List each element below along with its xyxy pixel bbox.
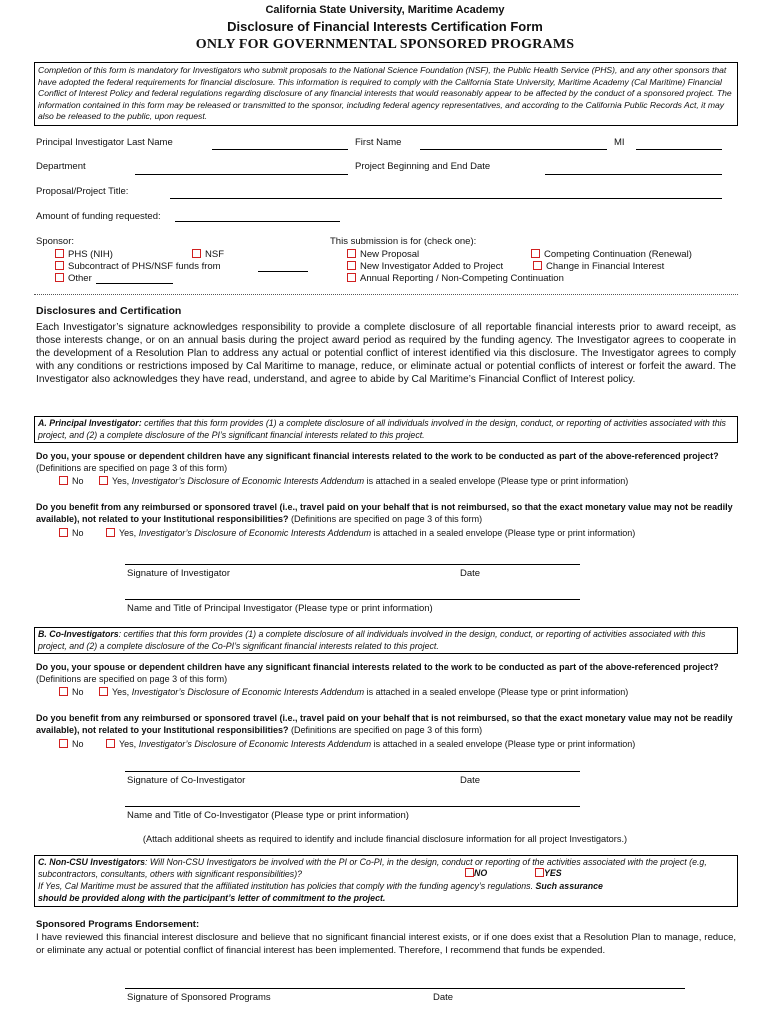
sponsor-subcontract-option[interactable]: Subcontract of PHS/NSF funds from (55, 261, 221, 272)
section-b-lead: B. Co-Investigators (38, 629, 119, 639)
pi-name-title-line[interactable] (125, 599, 580, 600)
investigator-signature-label: Signature of Investigator (127, 568, 230, 579)
annual-reporting-checkbox[interactable] (347, 273, 356, 282)
annual-reporting-option[interactable]: Annual Reporting / Non-Competing Continuation (347, 273, 564, 284)
sponsored-programs-signature-line[interactable] (125, 988, 685, 989)
mi-label: MI (614, 137, 625, 148)
nsf-checkbox[interactable] (192, 249, 201, 258)
attach-note: (Attach additional sheets as required to identify and include financial disclosure information for all project Investigators.) (142, 834, 628, 844)
c-yes-option[interactable]: YES (535, 868, 562, 880)
sponsored-programs-date-label: Date (433, 992, 454, 1003)
funding-label: Amount of funding requested: (36, 211, 161, 222)
project-dates-field[interactable] (545, 174, 722, 175)
mi-field[interactable] (636, 149, 722, 150)
subcontract-field[interactable] (258, 271, 308, 272)
a-q2-no-checkbox[interactable] (59, 528, 68, 537)
b-q2-no-option[interactable]: No (59, 739, 84, 750)
section-c-lead: C. Non-CSU Investigators (38, 857, 146, 867)
co-investigator-signature-line[interactable] (125, 771, 580, 772)
c-no-option[interactable]: NO (465, 868, 487, 880)
a-q2-yes-checkbox[interactable] (106, 528, 115, 537)
a-q1-yes-checkbox[interactable] (99, 476, 108, 485)
investigator-date-label: Date (460, 568, 481, 579)
section-a-q1: Do you, your spouse or dependent children have any significant financial interests related to the work to be conducted as part of the above-referenced project? (Definitions are specified on page 3 of this form) (36, 451, 719, 473)
b-q1-yes-option[interactable]: Yes, Investigator’s Disclosure of Economic Interests Addendum is attached in a sealed envelope (Please type or print information) (99, 687, 628, 698)
competing-continuation-checkbox[interactable] (531, 249, 540, 258)
funding-field[interactable] (175, 221, 340, 222)
co-investigator-name-label: Name and Title of Co-Investigator (Please type or print information) (127, 810, 409, 821)
new-investigator-checkbox[interactable] (347, 261, 356, 270)
other-field[interactable] (96, 283, 173, 284)
org-name: California State University, Maritime Academy (265, 4, 505, 16)
section-c-box: C. Non-CSU Investigators: Will Non-CSU Investigators be involved with the PI or Co-PI, in the design, conduct or reporting of the activities associated with the project (e.g, subcontractors, consultants, others with significant responsibilities)? NO YES If Yes, Cal Maritime must be assured that the affiliated institution has policies that comply with the funding agency’s regulations. Such assurance should be provided along with the participant’s letter of commitment to the project. (34, 855, 738, 907)
section-b-box: B. Co-Investigators: certifies that this form provides (1) a complete disclosure of all individuals involved in the design, conduct, or reporting of activities associated with this project, and (2) a complete disclosure of the Co-PI’s significant financial interests related to this project. (34, 627, 738, 654)
a-q1-yes-option[interactable]: Yes, Investigator’s Disclosure of Economic Interests Addendum is attached in a sealed envelope (Please type or print information) (99, 476, 628, 487)
change-financial-interest-option[interactable]: Change in Financial Interest (533, 261, 664, 272)
department-field[interactable] (135, 174, 348, 175)
section-a-box: A. Principal Investigator: certifies that this form provides (1) a complete disclosure of all individuals involved in the design, conduct, or reporting of activities associated with this project, and (2) a complete disclosure of the PI’s significant financial interests related to this project. (34, 416, 738, 443)
sponsor-nsf-option[interactable]: NSF (192, 249, 224, 260)
co-investigator-name-line[interactable] (125, 806, 580, 807)
endorsement-title: Sponsored Programs Endorsement: (36, 919, 200, 930)
co-investigator-signature-label: Signature of Co-Investigator (127, 775, 246, 786)
section-a-q2: Do you benefit from any reimbursed or sponsored travel (i.e., travel paid on your behalf that is not reimbursed, so that the exact monetary value may not be readily available), not related to your Institutional responsibilities? (Definitions are specified on page 3 of this form) (36, 502, 733, 524)
sponsor-phs-option[interactable]: PHS (NIH) (55, 249, 113, 260)
section-b-q1: Do you, your spouse or dependent children have any significant financial interests related to the work to be conducted as part of the above-referenced project? (Definitions are specified on page 3 of this form) (36, 662, 719, 684)
sponsor-other-option[interactable]: Other (55, 273, 92, 284)
change-financial-interest-checkbox[interactable] (533, 261, 542, 270)
pi-last-name-field[interactable] (212, 149, 348, 150)
a-q1-no-checkbox[interactable] (59, 476, 68, 485)
c-no-checkbox[interactable] (465, 868, 474, 877)
b-q1-no-checkbox[interactable] (59, 687, 68, 696)
section-c-assurance: should be provided along with the participant’s letter of commitment to the project. (38, 893, 386, 903)
divider (34, 294, 738, 295)
disclosures-title: Disclosures and Certification (36, 305, 182, 317)
submission-label: This submission is for (check one): (330, 236, 477, 247)
section-a-lead: A. Principal Investigator: (38, 418, 142, 428)
project-title-field[interactable] (170, 198, 722, 199)
new-proposal-checkbox[interactable] (347, 249, 356, 258)
first-name-label: First Name (355, 137, 402, 148)
new-proposal-option[interactable]: New Proposal (347, 249, 419, 260)
c-yes-checkbox[interactable] (535, 868, 544, 877)
department-label: Department (36, 161, 86, 172)
a-q1-no-option[interactable]: No (59, 476, 84, 487)
form-subtitle: ONLY FOR GOVERNMENTAL SPONSORED PROGRAMS (195, 37, 575, 52)
b-q1-yes-checkbox[interactable] (99, 687, 108, 696)
other-checkbox[interactable] (55, 273, 64, 282)
endorsement-body: I have reviewed this financial interest disclosure and believe that no significant financial interest exists, or if one does exist that a Resolution Plan to manage, reduce, or eliminate any actual or potential conflict of financial interest has been implemented. Therefore, I recommend that funds be expended. (36, 932, 736, 956)
b-q2-yes-checkbox[interactable] (106, 739, 115, 748)
competing-continuation-option[interactable]: Competing Continuation (Renewal) (531, 249, 692, 260)
a-q2-yes-option[interactable]: Yes, Investigator’s Disclosure of Economic Interests Addendum is attached in a sealed envelope (Please type or print information) (106, 528, 635, 539)
new-investigator-option[interactable]: New Investigator Added to Project (347, 261, 503, 272)
project-title-label: Proposal/Project Title: (36, 186, 129, 197)
b-q2-yes-option[interactable]: Yes, Investigator’s Disclosure of Economic Interests Addendum is attached in a sealed envelope (Please type or print information) (106, 739, 635, 750)
intro-notice: Completion of this form is mandatory for Investigators who submit proposals to the National Science Foundation (NSF), the Public Health Service (PHS), and any other sponsors that have adopted the federal requirements for financial disclosure. This information is required to comply with the California State University, Maritime Academy (Cal Maritime) Financial Conflict of Interest Policy and federal regulations regarding disclosure of any financial interests that would reasonably appear to be affected by the conduct of a sponsored project. The information contained in this form may be released or transmitted to the sponsor, including federal agency representatives, and according to the California Public Records Act, it may also be released to the public, upon request. (34, 62, 738, 126)
co-investigator-date-label: Date (460, 775, 481, 786)
pi-last-name-label: Principal Investigator Last Name (36, 137, 173, 148)
form-title: Disclosure of Financial Interests Certification Form (227, 19, 543, 34)
b-q1-no-option[interactable]: No (59, 687, 84, 698)
b-q2-no-checkbox[interactable] (59, 739, 68, 748)
sponsored-programs-signature-label: Signature of Sponsored Programs (127, 992, 271, 1003)
section-b-q2: Do you benefit from any reimbursed or sponsored travel (i.e., travel paid on your behalf that is not reimbursed, so that the exact monetary value may not be readily available), not related to your Institutional responsibilities? (Definitions are specified on page 3 of this form) (36, 713, 733, 735)
investigator-signature-line[interactable] (125, 564, 580, 565)
first-name-field[interactable] (420, 149, 607, 150)
phs-checkbox[interactable] (55, 249, 64, 258)
pi-name-title-label: Name and Title of Principal Investigator (Please type or print information) (127, 603, 433, 614)
subcontract-checkbox[interactable] (55, 261, 64, 270)
project-dates-label: Project Beginning and End Date (355, 161, 491, 172)
disclosures-body: Each Investigator’s signature acknowledges responsibility to provide a complete disclosure of all reportable financial interests prior to award receipt, as those interests change, or on an annual basis during the project award period as required by the funding agency. The Investigator agrees to cooperate in the development of a Resolution Plan to address any actual or potential conflict of interest identified via this disclosure. The Investigator agrees to comply with any conditions or restrictions imposed by Cal Maritime to manage, reduce, or eliminate actual or potential conflicts of interest or forfeit the award. The Investigator also acknowledges they have read, understand, and agree to abide by Cal Maritime’s Financial Conflict of Interest policy. (36, 322, 736, 385)
sponsor-label: Sponsor: (36, 236, 75, 247)
a-q2-no-option[interactable]: No (59, 528, 84, 539)
